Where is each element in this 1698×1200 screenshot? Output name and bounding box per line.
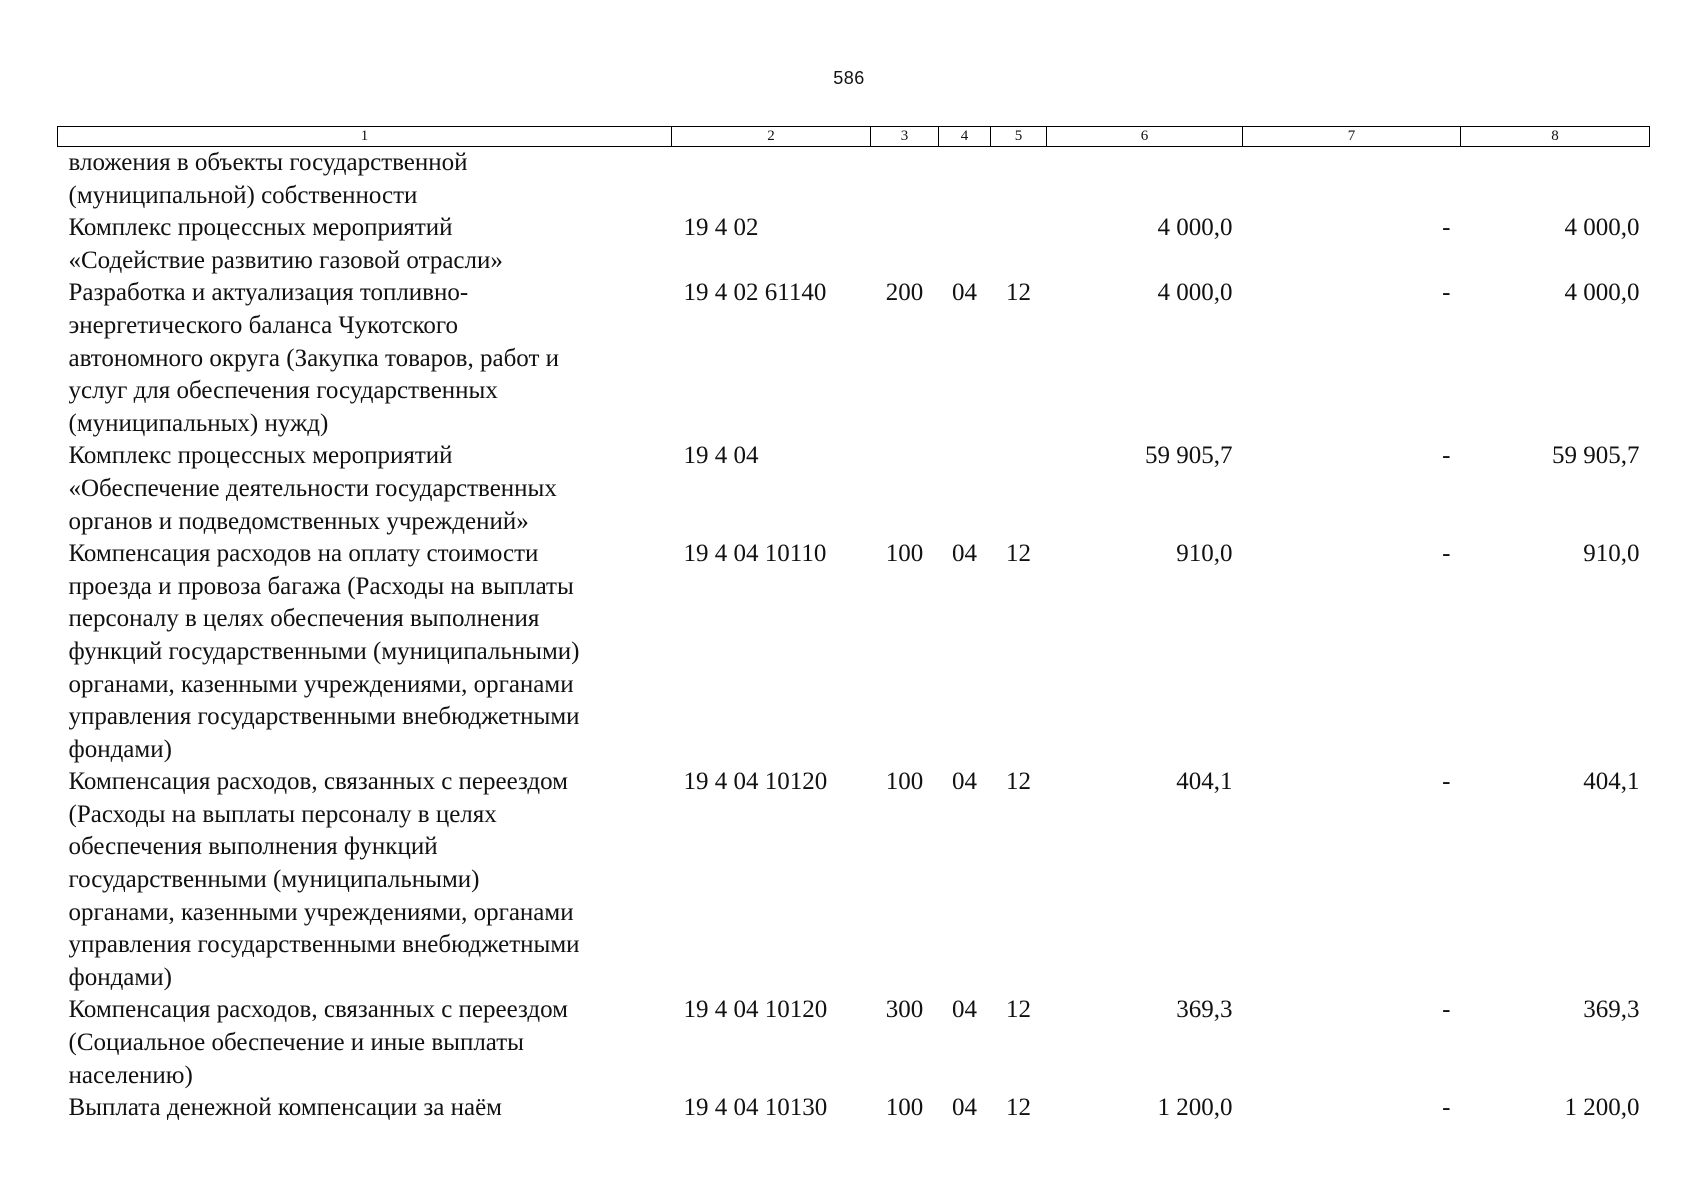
table-header — [58, 127, 1650, 147]
code-cell: 19 4 04 10120 — [683, 996, 828, 1024]
item-name-line: населению) — [68, 1061, 193, 1089]
code-cell: 19 4 04 10110 — [683, 540, 827, 568]
code-cell: 19 4 04 10120 — [683, 768, 828, 796]
item-name-cell — [58, 538, 672, 766]
amount-cell: 1 200,0 — [1157, 1094, 1233, 1122]
total-cell: 4 000,0 — [1564, 279, 1640, 307]
column-header: 5 — [991, 127, 1047, 147]
amount-cell: 910,0 — [1176, 540, 1233, 568]
column-header: 4 — [939, 127, 991, 147]
table-row — [58, 538, 1650, 766]
item-name-line: проезда и провоза багажа (Расходы на выплаты — [68, 572, 574, 600]
item-name-line: государственными (муниципальными) — [68, 866, 480, 894]
column-header: 6 — [1047, 127, 1243, 147]
change-cell — [1243, 147, 1461, 213]
item-name-line: (Социальное обеспечение и иные выплаты — [68, 1029, 524, 1057]
item-name-cell — [58, 277, 672, 440]
column-header: 7 — [1243, 127, 1461, 147]
item-name-line: автономного округа (Закупка товаров, работ и — [68, 344, 560, 372]
item-name-line: органов и подведомственных учреждений» — [68, 507, 529, 535]
item-name-cell — [58, 766, 672, 994]
section-cell: 04 — [952, 279, 977, 307]
item-name-line: (муниципальных) нужд) — [68, 409, 329, 437]
subsection-cell — [991, 147, 1047, 213]
table-row — [58, 212, 1650, 277]
subsection-cell: 12 — [1006, 1094, 1031, 1122]
item-name-line: фондами) — [68, 735, 172, 763]
amount-cell — [1047, 147, 1243, 213]
change-cell: - — [1442, 768, 1451, 796]
code-cell: 19 4 04 — [683, 442, 759, 470]
change-cell: - — [1442, 540, 1451, 568]
column-header: 2 — [672, 127, 871, 147]
total-cell: 4 000,0 — [1564, 214, 1640, 242]
table-body — [58, 147, 1650, 1125]
item-name-cell — [58, 147, 672, 213]
item-name-line: услуг для обеспечения государственных — [68, 377, 498, 405]
item-name-line: Разработка и актуализация топливно- — [68, 279, 469, 307]
budget-table — [57, 126, 1650, 1125]
item-name-line: персоналу в целях обеспечения выполнения — [68, 605, 540, 633]
item-name-line: органами, казенными учреждениями, органами — [68, 898, 574, 926]
table-row — [58, 440, 1650, 538]
item-name-line: функций государственными (муниципальными) — [68, 637, 580, 665]
total-cell: 369,3 — [1583, 996, 1640, 1024]
expense-type-cell: 100 — [885, 768, 924, 796]
subsection-cell: 12 — [1006, 279, 1031, 307]
section-cell — [939, 147, 991, 213]
code-cell — [672, 147, 871, 213]
change-cell: - — [1442, 442, 1451, 470]
column-header: 1 — [58, 127, 672, 147]
header-row — [58, 127, 1650, 147]
subsection-cell: 12 — [1006, 768, 1031, 796]
item-name-line: Компенсация расходов, связанных с переездом — [68, 996, 568, 1024]
section-cell — [939, 212, 991, 277]
item-name-line: Комплекс процессных мероприятий — [68, 442, 453, 470]
item-name-line: управления государственными внебюджетными — [68, 931, 580, 959]
expense-type-cell — [871, 440, 939, 538]
item-name-line: Комплекс процессных мероприятий — [68, 214, 453, 242]
table-row — [58, 766, 1650, 994]
item-name-cell — [58, 212, 672, 277]
expense-type-cell: 100 — [885, 540, 924, 568]
total-cell: 404,1 — [1583, 768, 1640, 796]
section-cell: 04 — [952, 768, 977, 796]
item-name-line: энергетического баланса Чукотского — [68, 311, 459, 339]
item-name-cell — [58, 1092, 672, 1125]
item-name-line: Выплата денежной компенсации за наём — [68, 1094, 502, 1122]
expense-type-cell: 300 — [885, 996, 924, 1024]
amount-cell: 369,3 — [1176, 996, 1233, 1024]
item-name-line: управления государственными внебюджетными — [68, 703, 580, 731]
expense-type-cell: 100 — [885, 1094, 924, 1122]
code-cell: 19 4 04 10130 — [683, 1094, 828, 1122]
item-name-line: фондами) — [68, 963, 172, 991]
change-cell: - — [1442, 214, 1451, 242]
amount-cell: 404,1 — [1176, 768, 1233, 796]
section-cell — [939, 440, 991, 538]
expense-type-cell — [871, 212, 939, 277]
amount-cell: 4 000,0 — [1157, 279, 1233, 307]
item-name-line: «Содействие развитию газовой отрасли» — [68, 246, 503, 274]
table-row — [58, 277, 1650, 440]
page-number: 586 — [833, 68, 865, 88]
item-name-line: вложения в объекты государственной — [68, 149, 468, 176]
subsection-cell: 12 — [1006, 540, 1031, 568]
total-cell: 910,0 — [1583, 540, 1640, 568]
subsection-cell: 12 — [1006, 996, 1031, 1024]
item-name-line: (муниципальной) собственности — [68, 181, 418, 209]
total-cell: 1 200,0 — [1564, 1094, 1640, 1122]
table-row — [58, 147, 1650, 213]
expense-type-cell: 200 — [885, 279, 924, 307]
section-cell: 04 — [952, 1094, 977, 1122]
code-cell: 19 4 02 — [683, 214, 759, 242]
code-cell: 19 4 02 61140 — [683, 279, 827, 307]
change-cell: - — [1442, 1094, 1451, 1122]
item-name-line: (Расходы на выплаты персоналу в целях — [68, 800, 497, 828]
amount-cell: 4 000,0 — [1157, 214, 1233, 242]
item-name-line: Компенсация расходов, связанных с переездом — [68, 768, 568, 796]
item-name-line: «Обеспечение деятельности государственных — [68, 474, 557, 502]
item-name-line: обеспечения выполнения функций — [68, 833, 438, 861]
item-name-line: органами, казенными учреждениями, органами — [68, 670, 574, 698]
total-cell — [1461, 147, 1650, 213]
subsection-cell — [991, 212, 1047, 277]
section-cell: 04 — [952, 996, 977, 1024]
column-header: 8 — [1461, 127, 1650, 147]
table-row — [58, 1092, 1650, 1125]
item-name-cell — [58, 994, 672, 1092]
change-cell: - — [1442, 996, 1451, 1024]
change-cell: - — [1442, 279, 1451, 307]
item-name-line: Компенсация расходов на оплату стоимости — [68, 540, 539, 568]
total-cell: 59 905,7 — [1552, 442, 1640, 470]
table-row — [58, 994, 1650, 1092]
column-header: 3 — [871, 127, 939, 147]
amount-cell: 59 905,7 — [1145, 442, 1233, 470]
subsection-cell — [991, 440, 1047, 538]
expense-type-cell — [871, 147, 939, 213]
section-cell: 04 — [952, 540, 977, 568]
item-name-cell — [58, 440, 672, 538]
